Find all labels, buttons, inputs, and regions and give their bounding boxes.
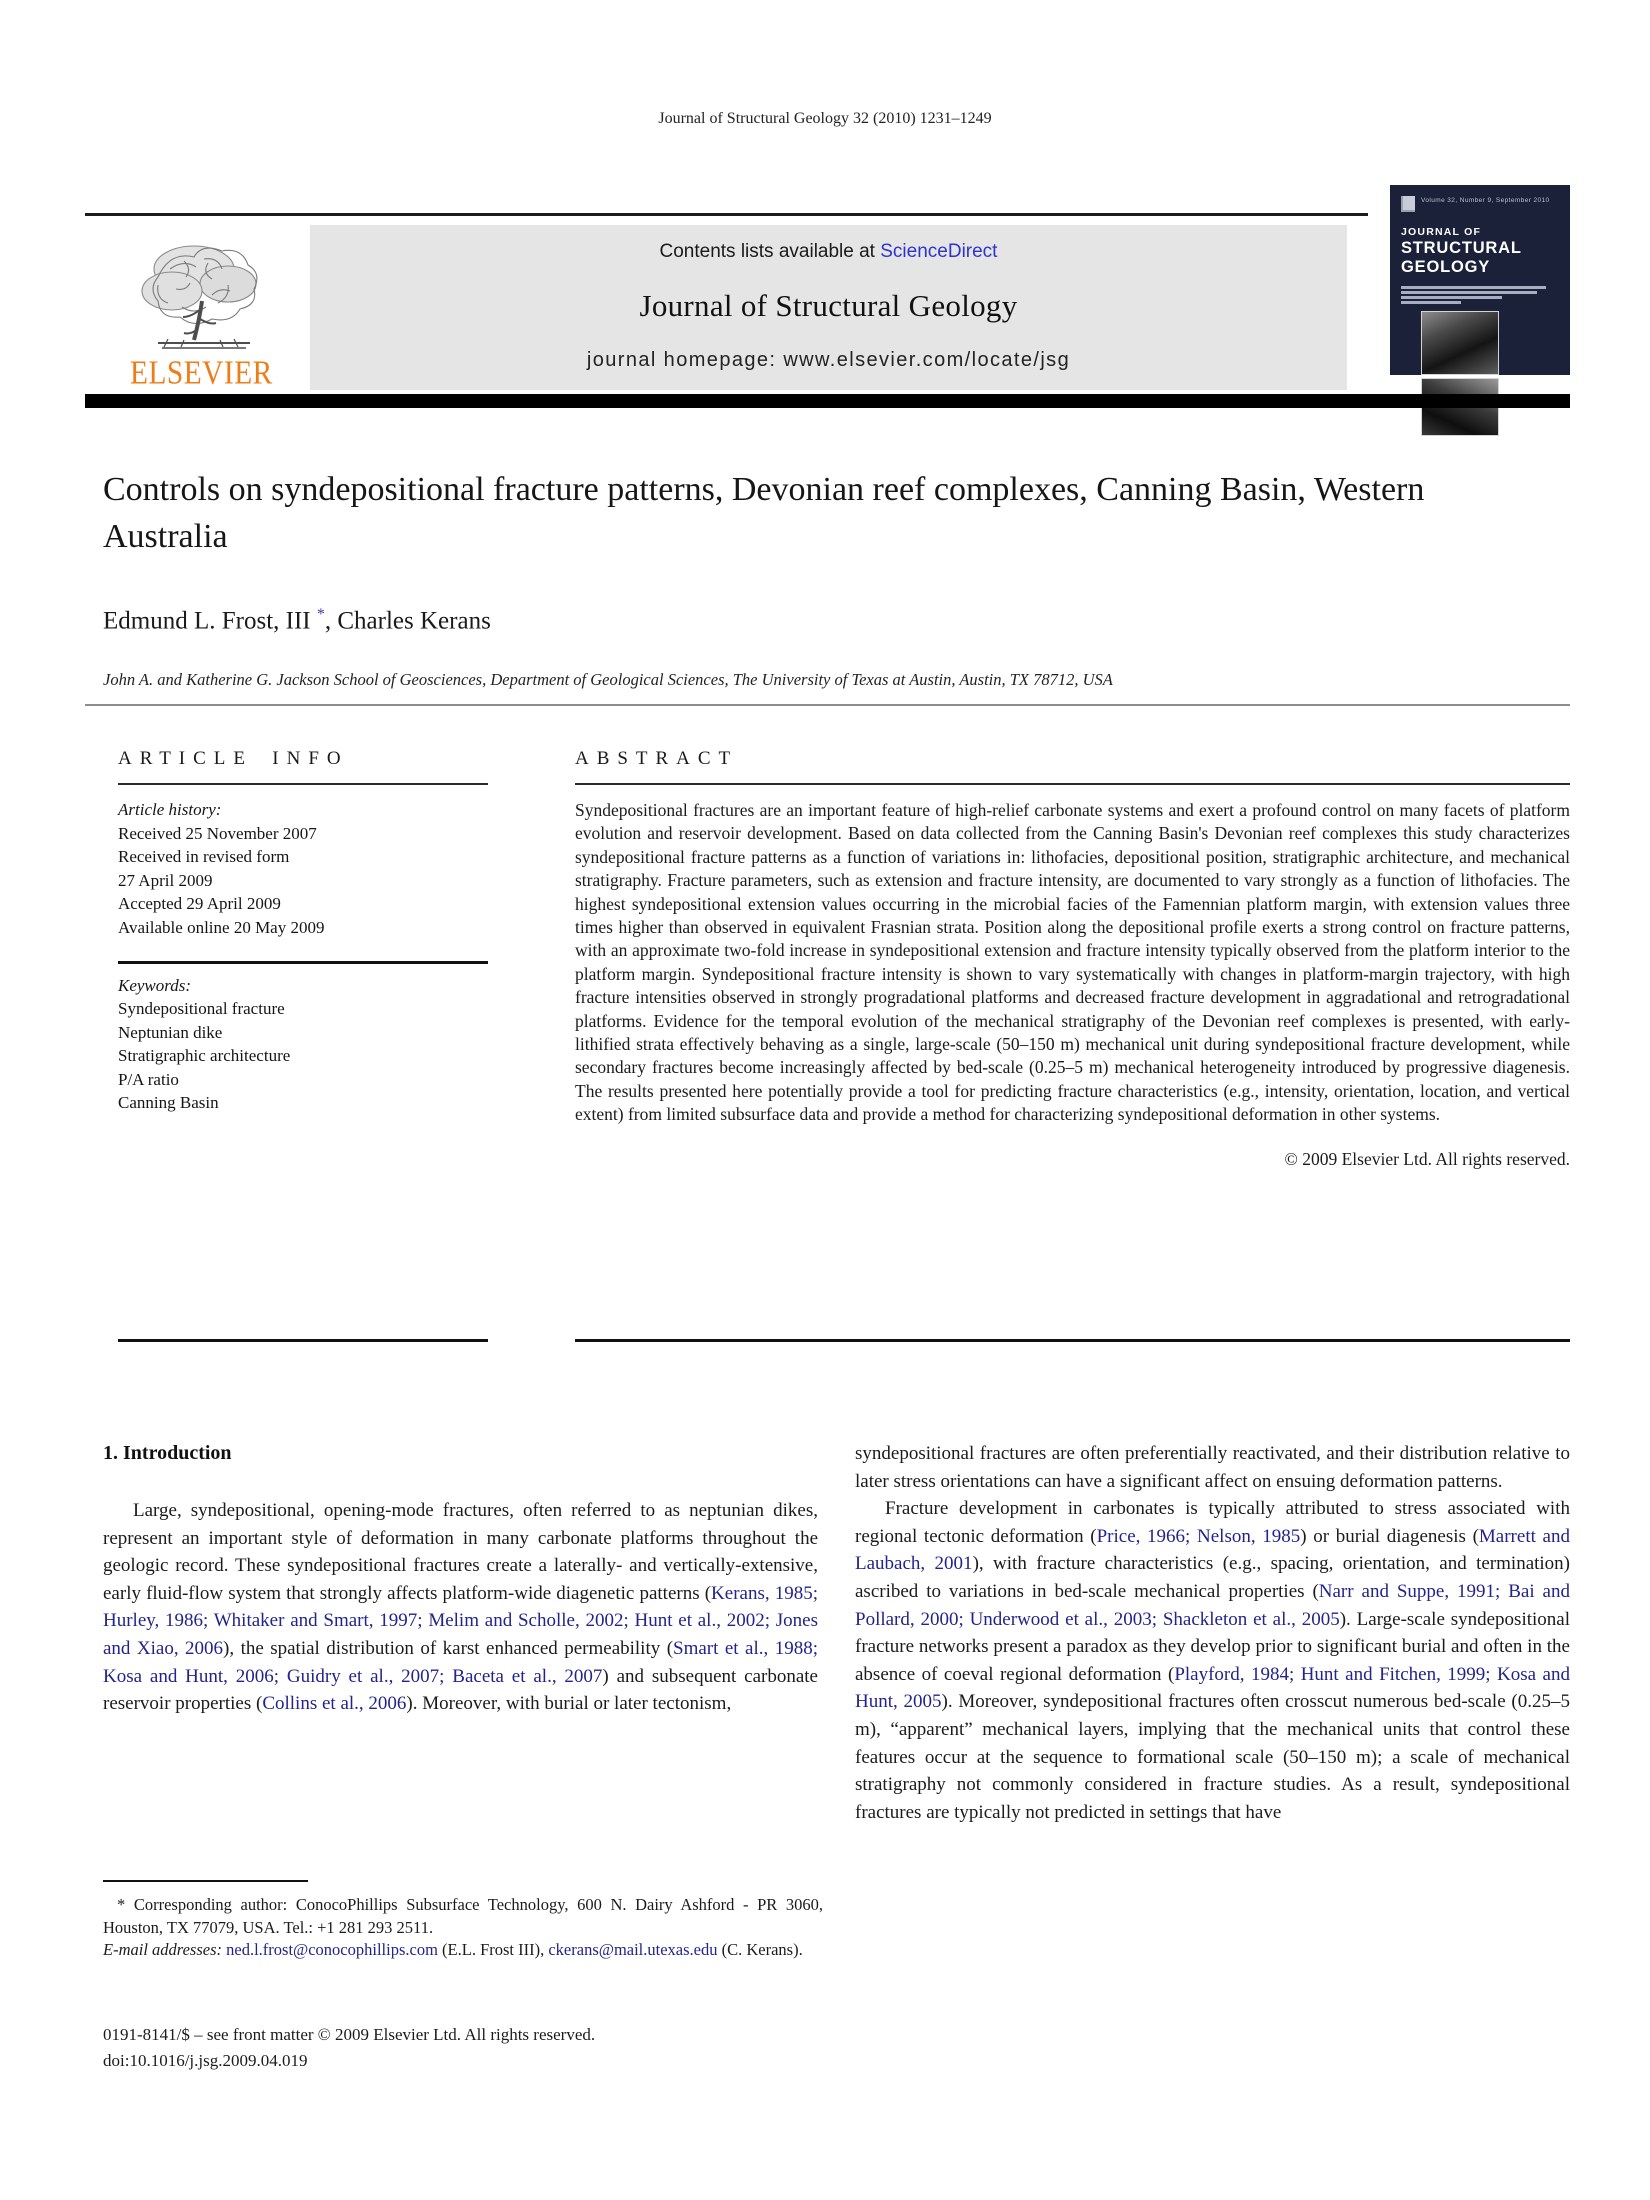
cover-publisher-icon	[1401, 194, 1415, 212]
article-history-line: 27 April 2009	[118, 870, 213, 890]
front-matter-line: 0191-8141/$ – see front matter © 2009 Elsevier Ltd. All rights reserved.	[103, 2025, 596, 2044]
keyword-item: P/A ratio	[118, 1069, 179, 1089]
affiliation-line: John A. and Katherine G. Jackson School of Geosciences, Department of Geological Sciences, The University of Texas at Austin, Austin, TX 78712, USA	[103, 670, 1113, 689]
keyword-item: Stratigraphic architecture	[118, 1046, 291, 1065]
journal-header-band	[310, 225, 1347, 390]
keywords-list	[118, 997, 488, 1115]
article-history-line: Received in revised form	[118, 847, 290, 866]
body-right-column	[855, 1440, 1570, 1826]
journal-citation-line: Journal of Structural Geology 32 (2010) 1231–1249	[658, 110, 992, 127]
introduction-heading: 1. Introduction	[103, 1442, 232, 1464]
cover-volume-line: Volume 32, Number 9, September 2010	[1421, 197, 1550, 204]
body-left-column	[103, 1440, 818, 1826]
article-title: Controls on syndepositional fracture patterns, Devonian reef complexes, Canning Basin, Western Australia	[103, 471, 1425, 555]
cover-title-line2: STRUCTURAL	[1401, 239, 1522, 257]
cover-journal-title	[1401, 226, 1559, 277]
text-segment: ), the spatial distribution of karst enhanced permeability (	[223, 1637, 674, 1659]
text-segment: ) or burial diagenesis (	[1300, 1525, 1479, 1547]
text-segment: Fracture development in carbonates is typically attributed to stress associated with regional tectonic deformation (	[855, 1498, 1570, 1547]
section-divider	[85, 704, 1570, 706]
citation-link[interactable]: Marrett and Laubach, 2001	[855, 1525, 1570, 1575]
citation-link[interactable]: ned.l.frost@conocophillips.com	[226, 1940, 438, 1959]
citation-link[interactable]: Playford, 1984; Hunt and Fitchen, 1999; Kosa and Hunt, 2005	[855, 1663, 1570, 1713]
keywords-rule	[118, 961, 488, 964]
intro-paragraph-1-continued	[855, 1440, 1570, 1495]
article-history-line: Available online 20 May 2009	[118, 917, 325, 937]
contents-prefix: Contents lists available at	[659, 241, 881, 262]
keywords-label: Keywords:	[118, 975, 192, 995]
article-history-label: Article history:	[118, 800, 222, 819]
header-top-rule	[85, 213, 1368, 216]
article-info-heading: ARTICLE INFO	[118, 748, 349, 769]
text-segment: ). Moreover, syndepositional fractures often crosscut numerous bed-scale (0.25–5 m), “apparent” mechanical layers, implying that the mechanical units that control these features occur at the sequence to formational scale (50–150 m); a scale of mechanical stratigraphy not commonly considered in fracture studies. As a result, syndepositional fractures are typically not predicted in settings that have	[855, 1691, 1570, 1823]
header-divider-bar	[85, 394, 1570, 408]
author-kerans: , Charles Kerans	[324, 607, 491, 635]
article-history-list	[118, 822, 488, 940]
keyword-item: Neptunian dike	[118, 1022, 223, 1042]
elsevier-wordmark: ELSEVIER	[129, 354, 273, 392]
doi-line: doi:10.1016/j.jsg.2009.04.019	[103, 2051, 308, 2070]
footnote-rule	[103, 1880, 308, 1882]
text-segment: (C. Kerans).	[717, 1940, 803, 1959]
cover-title-line1: JOURNAL OF	[1401, 226, 1482, 238]
elsevier-logo[interactable]	[100, 226, 305, 390]
journal-homepage-link[interactable]: journal homepage: www.elsevier.com/locate/jsg	[586, 349, 1071, 371]
text-segment: * Corresponding author: ConocoPhillips Subsurface Technology, 600 N. Dairy Ashford - PR 3060, Houston, TX 77079, USA. Tel.: +1 281 293 2511.	[103, 1895, 823, 1937]
footnote-block	[103, 1880, 823, 1962]
article-info-column	[118, 740, 488, 1342]
text-segment: syndepositional fractures are often preferentially reactivated, and their distribution relative to later stress orientations can have a significant affect on ensuing deformation patterns.	[855, 1443, 1570, 1492]
keywords-block	[118, 974, 488, 1115]
text-segment: E-mail addresses:	[103, 1940, 227, 1959]
cover-top-row	[1401, 194, 1559, 212]
keyword-item: Syndepositional fracture	[118, 999, 285, 1018]
author-line	[103, 606, 491, 635]
cover-title-line3: GEOLOGY	[1401, 258, 1491, 276]
abstract-column	[575, 740, 1570, 1342]
citation-link[interactable]: Price, 1966; Nelson, 1985	[1096, 1525, 1301, 1547]
corresponding-author-note	[103, 1894, 823, 1939]
cover-photo-1	[1421, 311, 1499, 375]
cover-photos	[1421, 311, 1499, 436]
citation-link[interactable]: Collins et al., 2006	[262, 1693, 407, 1715]
article-info-rule	[118, 783, 488, 785]
abstract-rule	[575, 783, 1570, 785]
article-history-line: Accepted 29 April 2009	[118, 894, 281, 913]
intro-paragraph-1	[103, 1497, 818, 1718]
intro-paragraph-2	[855, 1495, 1570, 1826]
keyword-item: Canning Basin	[118, 1093, 219, 1112]
text-segment: (E.L. Frost III),	[437, 1940, 549, 1959]
citation-link[interactable]: Narr and Suppe, 1991; Bai and Pollard, 2000; Underwood et al., 2003; Shackleton et al., 2005	[855, 1580, 1570, 1630]
text-segment: ). Large-scale syndepositional fracture networks present a paradox as they develop prior to significant burial and often in the absence of coeval regional deformation (	[855, 1608, 1570, 1685]
footer-block	[103, 2022, 595, 2074]
elsevier-tree-icon	[128, 239, 278, 360]
text-segment: ), with fracture characteristics (e.g., spacing, orientation, and termination) ascribed to variations in bed-scale mechanical properties (	[855, 1553, 1571, 1602]
text-segment: Large, syndepositional, opening-mode fractures, often referred to as neptunian dikes, represent an important style of deformation in many carbonate platforms throughout the geologic record. These syndepositional fractures create a laterally- and vertically-extensive, early fluid-flow system that strongly affects platform-wide diagenetic patterns (	[103, 1500, 818, 1604]
author-frost: Edmund L. Frost, III	[103, 607, 311, 635]
cover-text-lines	[1401, 286, 1559, 304]
citation-link[interactable]: ckerans@mail.utexas.edu	[548, 1940, 718, 1959]
abstract-text: Syndepositional fractures are an important feature of high-relief carbonate systems and exert a profound control on many facets of platform evolution and reservoir development. Based on data collected from the Canning Basin's Devonian reef complexes this study characterizes syndepositional fracture patterns as a function of variations in: lithofacies, depositional position, stratigraphic architecture, and mechanical stratigraphy. Fracture parameters, such as extension and fracture intensity, are documented to vary strongly as a function of lithofacies. The highest syndepositional extension values occurring in the microbial facies of the Famennian platform margin, with extension values three times higher than observed in equivalent Frasnian strata. Position along the depositional profile exerts a strong control on fracture patterns, with an approximate two-fold increase in syndepositional extension and fracture intensity typically observed from the platform interior to the platform margin. Syndepositional fracture intensity is shown to vary systematically with changes in platform-margin trajectory, with high fracture intensities observed in strongly progradational platforms and decreased fracture development in aggradational and retrogradational platforms. Evidence for the temporal evolution of the mechanical stratigraphy of the Devonian reef complexes is presented, with early-lithified strata effectively behaving as a single, large-scale (50–150 m) mechanical unit during syndepositional fracture development, while secondary fractures become increasingly affected by bed-scale (0.25–5 m) mechanical heterogeneity introduced by progressive diagenesis. The results presented here potentially provide a tool for predicting fracture characteristics (e.g., intensity, orientation, location, and vertical extent) from limited subsurface data and provide a method for characterizing syndepositional deformation in other systems.	[575, 800, 1570, 1125]
citation-link[interactable]: Smart et al., 1988; Kosa and Hunt, 2006; Guidry et al., 2007; Baceta et al., 2007	[103, 1637, 818, 1687]
article-history-line: Received 25 November 2007	[118, 823, 317, 843]
journal-cover-thumbnail[interactable]	[1390, 185, 1570, 375]
abstract-copyright: © 2009 Elsevier Ltd. All rights reserved.	[1284, 1148, 1570, 1169]
sciencedirect-link[interactable]: ScienceDirect	[880, 241, 998, 262]
article-history-block	[118, 798, 488, 939]
info-abstract-region	[118, 740, 1570, 1342]
body-columns	[103, 1440, 1570, 1826]
text-segment: ). Moreover, with burial or later tectonism,	[406, 1693, 732, 1715]
text-segment: ) and subsequent carbonate reservoir properties (	[103, 1665, 818, 1715]
citation-link[interactable]: Kerans, 1985; Hurley, 1986; Whitaker and Smart, 1997; Melim and Scholle, 2002; Hunt et al., 2002; Jones and Xiao, 2006	[103, 1582, 818, 1659]
corresponding-author-asterisk[interactable]: *	[316, 606, 325, 623]
email-addresses-note	[103, 1939, 823, 1962]
journal-title: Journal of Structural Geology	[639, 288, 1018, 323]
contents-line	[310, 241, 1347, 263]
abstract-heading: ABSTRACT	[575, 748, 739, 769]
